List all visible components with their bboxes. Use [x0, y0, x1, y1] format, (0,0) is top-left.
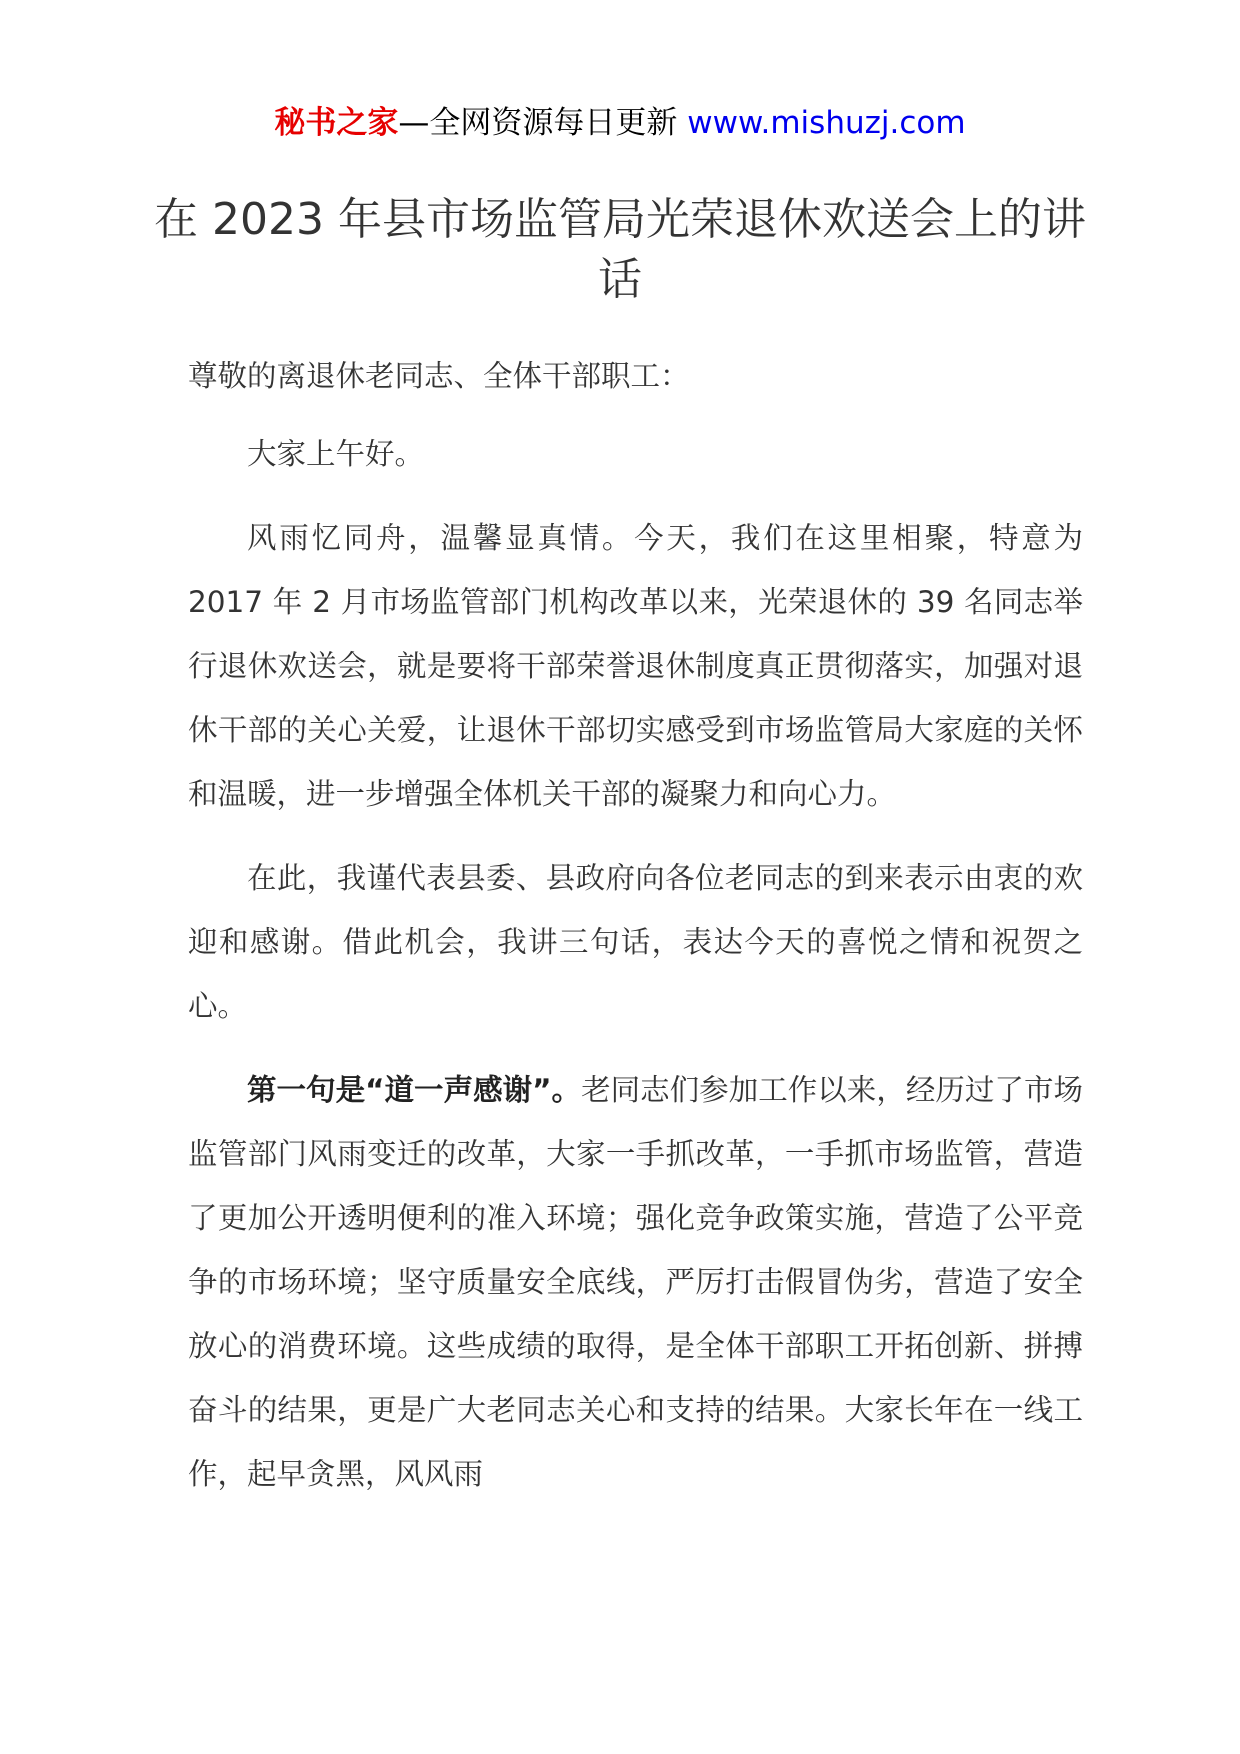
paragraph-welcome [188, 846, 1083, 1038]
paragraph-text: 风雨忆同舟，温馨显真情。今天，我们在这里相聚，特意为 2017 年 2 月市场监管部门机构改革以来，光荣退休的 39 名同志举行退休欢送会，就是要将干部荣誉退休制度真正贯彻落实，加强对退休干部的关心关爱，让退休干部切实感受到市场监管局大家庭的关怀和温暖，进一步增强全体机关干部的凝聚力和向心力。 [188, 521, 1083, 811]
site-url-link[interactable]: www.mishuzj.com [687, 105, 966, 141]
paragraph-point-one [188, 1058, 1083, 1506]
paragraph-greeting [188, 422, 1083, 486]
paragraph-text: 大家上午好。 [247, 437, 425, 471]
brand-name: 秘书之家 [274, 105, 399, 141]
paragraph-text: 老同志们参加工作以来，经历过了市场监管部门风雨变迁的改革，大家一手抓改革，一手抓市场监管，营造了更加公开透明便利的准入环境；强化竞争政策实施，营造了公平竞争的市场环境；坚守质量安全底线，严厉打击假冒伪劣，营造了安全放心的消费环境。这些成绩的取得，是全体干部职工开拓创新、拼搏奋斗的结果，更是广大老同志关心和支持的结果。大家长年在一线工作，起早贪黑，风风雨 [188, 1073, 1083, 1491]
document-body [188, 344, 1083, 1526]
paragraph-lead-heading: 第一句是“道一声感谢”。 [247, 1073, 582, 1107]
header-slogan: —全网资源每日更新 [398, 105, 678, 141]
salutation: 尊敬的离退休老同志、全体干部职工： [188, 359, 690, 393]
document-title: 在 2023 年县市场监管局光荣退休欢送会上的讲话 [154, 194, 1086, 305]
paragraph-intro [188, 506, 1083, 826]
site-header [0, 103, 1240, 143]
paragraph-text: 在此，我谨代表县委、县政府向各位老同志的到来表示由衷的欢迎和感谢。借此机会，我讲三句话，表达今天的喜悦之情和祝贺之心。 [188, 861, 1083, 1023]
